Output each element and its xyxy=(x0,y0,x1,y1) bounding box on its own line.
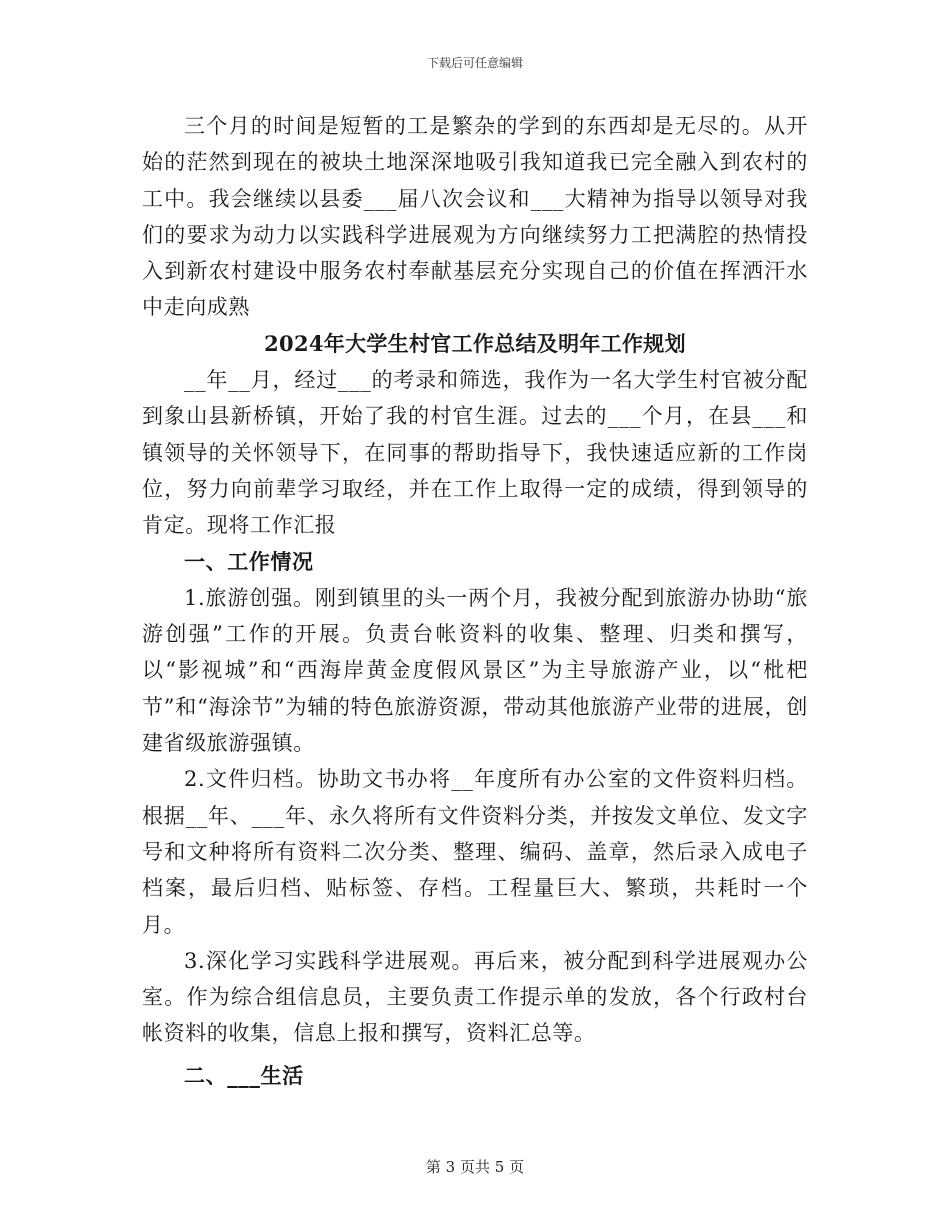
paragraph-intro: 三个月的时间是短暂的工是繁杂的学到的东西却是无尽的。从开始的茫然到现在的被块土地深深地吸引我知道我已完全融入到农村的工中。我会继续以县委___届八次会议和___大精神为指导以领导对我们的要求为动力以实践科学进展观为方向继续努力工把满腔的热情投入到新农村建设中服务农村奉献基层充分实现自己的价值在挥洒汗水中走向成熟 xyxy=(142,114,808,320)
paragraph-overview: __年__月，经过___的考录和筛选，我作为一名大学生村官被分配到象山县新桥镇，开始了我的村官生涯。过去的___个月，在县___和镇领导的关怀领导下，在同事的帮助指导下，我快速适应新的工作岗位，努力向前辈学习取经，并在工作上取得一定的成绩，得到领导的肯定。现将工作汇报 xyxy=(142,368,808,538)
page-header: 下载后可任意编辑 xyxy=(426,56,523,70)
heading-work-situation: 一、工作情况 xyxy=(184,548,314,574)
section-title: 2024年大学生村官工作总结及明年工作规划 xyxy=(264,330,686,356)
document-body xyxy=(142,108,808,1094)
paragraph-study-practice: 3.深化学习实践科学进展观。再后来，被分配到科学进展观办公室。作为综合组信息员，主要负责工作提示单的发放，各个行政村台帐资料的收集，信息上报和撰写，资料汇总等。 xyxy=(142,948,808,1046)
paragraph-tourism: 1.旅游创强。刚到镇里的头一两个月，我被分配到旅游办协助“旅游创强”工作的开展。负责台帐资料的收集、整理、归类和撰写，以“影视城”和“西海岸黄金度假风景区”为主导旅游产业，以“枇杷节”和“海涂节”为辅的特色旅游资源，带动其他旅游产业带的进展，创建省级旅游强镇。 xyxy=(142,585,808,756)
heading-life: 二、___生活 xyxy=(184,1062,304,1088)
page-footer: 第 3 页共 5 页 xyxy=(425,1158,525,1176)
paragraph-filing: 2.文件归档。协助文书办将__年度所有办公室的文件资料归档。根据__年、___年、永久将所有文件资料分类，并按发文单位、发文字号和文种将所有资料二次分类、整理、编码、盖章，然后录入成电子档案，最后归档、贴标签、存档。工程量巨大、繁琐，共耗时一个月。 xyxy=(142,767,808,937)
